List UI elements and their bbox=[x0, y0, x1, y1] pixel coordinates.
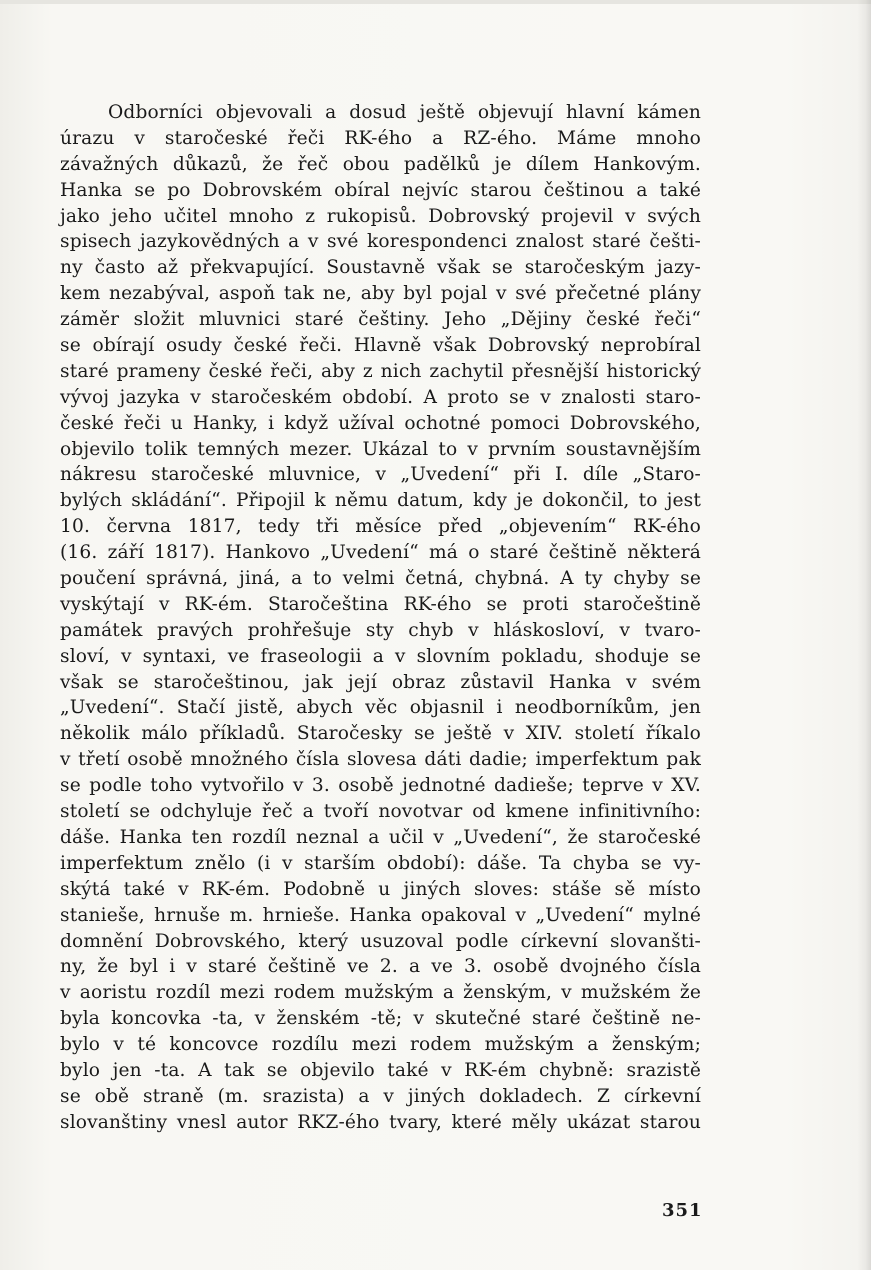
page-number: 351 bbox=[662, 1200, 703, 1221]
text-line: století se odchyluje řeč a tvoří novotvar od kmene infinitivního: bbox=[60, 801, 701, 823]
text-line: (16. září 1817). Hankovo „Uvedení“ má o staré češtině některá bbox=[60, 542, 701, 564]
body-paragraph bbox=[60, 100, 701, 1136]
text-line: staré prameny české řeči, aby z nich zachytil přesnější historický bbox=[60, 360, 701, 382]
text-line: vývoj jazyka v staročeském období. A proto se v znalosti staro- bbox=[60, 386, 701, 408]
text-line: skýtá také v RK-ém. Podobně u jiných sloves: stáše sě místo bbox=[60, 878, 701, 900]
text-line: kem nezabýval, aspoň tak ne, aby byl pojal v své přečetné plány bbox=[60, 283, 701, 305]
text-line: závažných důkazů, že řeč obou padělků je dílem Hankovým. bbox=[60, 153, 701, 175]
text-line: v aoristu rozdíl mezi rodem mužským a ženským, v mužském že bbox=[60, 982, 701, 1004]
text-line: objevilo tolik temných mezer. Ukázal to v prvním soustavnějším bbox=[60, 438, 701, 460]
text-line: poučení správná, jiná, a to velmi četná, chybná. A ty chyby se bbox=[60, 568, 701, 590]
scan-edge-top bbox=[0, 0, 871, 4]
text-line: několik málo příkladů. Staročesky se ještě v XIV. století říkalo bbox=[60, 723, 701, 745]
text-line: se obě straně (m. srazista) a v jiných dokladech. Z církevní bbox=[60, 1085, 701, 1107]
text-line: imperfektum znělo (i v starším období): dáše. Ta chyba se vy- bbox=[60, 852, 701, 874]
text-line: Odborníci objevovali a dosud ještě objevují hlavní kámen bbox=[108, 102, 701, 123]
text-line: se obírají osudy české řeči. Hlavně však Dobrovský neprobíral bbox=[60, 335, 701, 357]
scan-edge-right bbox=[857, 0, 871, 1270]
text-line: jako jeho učitel mnoho z rukopisů. Dobrovský projevil v svých bbox=[60, 205, 701, 227]
text-line: 10. června 1817, tedy tři měsíce před „objevením“ RK-ého bbox=[60, 516, 701, 538]
text-line: se podle toho vytvořilo v 3. osobě jednotné dadieše; teprve v XV. bbox=[60, 775, 701, 797]
text-line: vyskýtají v RK-ém. Staročeština RK-ého se proti staročeštině bbox=[60, 593, 701, 615]
text-line: dáše. Hanka ten rozdíl neznal a učil v „Uvedení“, že staročeské bbox=[60, 826, 701, 848]
text-line: památek pravých prohřešuje sty chyb v hláskosloví, v tvaro- bbox=[60, 619, 701, 641]
text-line: bylých skládání“. Připojil k němu datum, kdy je dokončil, to jest bbox=[60, 490, 701, 512]
text-line: „Uvedení“. Stačí jistě, abych věc objasnil i neodborníkům, jen bbox=[60, 697, 701, 719]
text-line: slovanštiny vnesl autor RKZ-ého tvary, které měly ukázat starou bbox=[60, 1111, 701, 1133]
text-line: domnění Dobrovského, který usuzoval podle církevní slovanšti- bbox=[60, 930, 701, 952]
text-line: české řeči u Hanky, i když užíval ochotné pomoci Dobrovského, bbox=[60, 412, 701, 434]
text-line: ny, že byl i v staré češtině ve 2. a ve 3. osobě dvojného čísla bbox=[60, 956, 701, 978]
text-line: úrazu v staročeské řeči RK-ého a RZ-ého. Máme mnoho bbox=[60, 127, 701, 149]
text-line: sloví, v syntaxi, ve fraseologii a v slovním pokladu, shoduje se bbox=[60, 645, 701, 667]
text-line: nákresu staročeské mluvnice, v „Uvedení“ při I. díle „Staro- bbox=[60, 464, 701, 486]
text-line: však se staročeštinou, jak její obraz zůstavil Hanka v svém bbox=[60, 671, 701, 693]
text-line: bylo v té koncovce rozdílu mezi rodem mužským a ženským; bbox=[60, 1034, 701, 1056]
text-line: bylo jen -ta. A tak se objevilo také v RK-ém chybně: srazistě bbox=[60, 1059, 701, 1081]
text-line: Hanka se po Dobrovském obíral nejvíc starou češtinou a také bbox=[60, 179, 701, 201]
text-line: stanieše, hrnuše m. hrnieše. Hanka opakoval v „Uvedení“ mylné bbox=[60, 904, 701, 926]
text-line: spisech jazykovědných a v své korespondenci znalost staré češti- bbox=[60, 231, 701, 253]
text-line: v třetí osobě množného čísla slovesa dáti dadie; imperfektum pak bbox=[60, 749, 701, 771]
text-line: ny často až překvapující. Soustavně však se staročeským jazy- bbox=[60, 257, 701, 279]
text-line: byla koncovka -ta, v ženském -tě; v skutečné staré češtině ne- bbox=[60, 1008, 701, 1030]
text-line: záměr složit mluvnici staré češtiny. Jeho „Dějiny české řeči“ bbox=[60, 309, 701, 331]
